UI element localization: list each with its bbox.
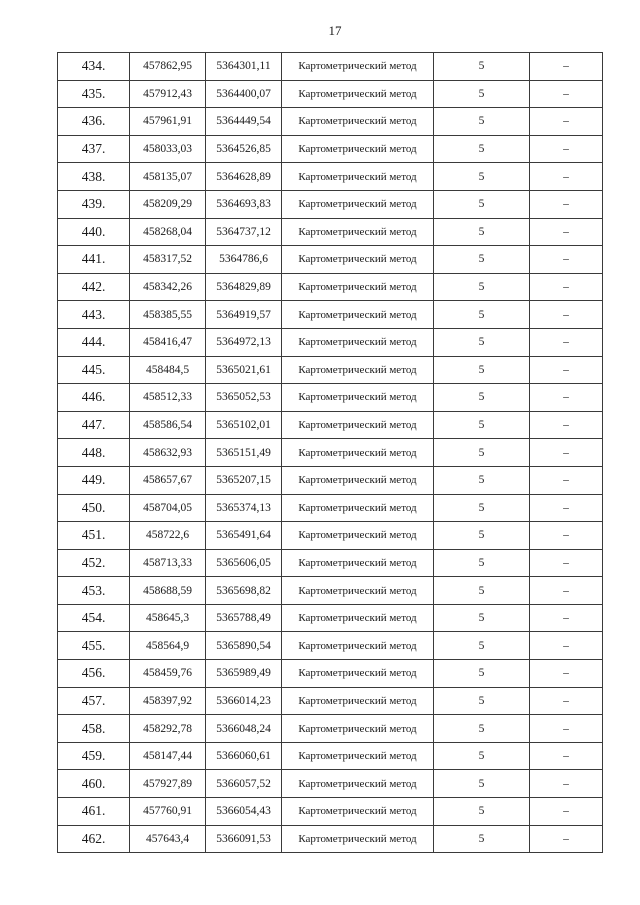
table-row bbox=[58, 494, 603, 522]
note-cell: – bbox=[530, 742, 603, 770]
point-number-cell: 447. bbox=[58, 411, 130, 439]
accuracy-cell: 5 bbox=[434, 273, 530, 301]
x-coordinate-cell: 458292,78 bbox=[130, 715, 206, 743]
y-coordinate-cell: 5365052,53 bbox=[206, 384, 282, 412]
accuracy-cell: 5 bbox=[434, 466, 530, 494]
x-coordinate-cell: 457961,91 bbox=[130, 108, 206, 136]
point-number-cell: 462. bbox=[58, 825, 130, 853]
table-row bbox=[58, 328, 603, 356]
point-number-cell: 435. bbox=[58, 80, 130, 108]
note-cell: – bbox=[530, 439, 603, 467]
note-cell: – bbox=[530, 80, 603, 108]
point-number-cell: 461. bbox=[58, 798, 130, 826]
point-number-cell: 452. bbox=[58, 549, 130, 577]
note-cell: – bbox=[530, 522, 603, 550]
table-row bbox=[58, 384, 603, 412]
table-row bbox=[58, 825, 603, 853]
accuracy-cell: 5 bbox=[434, 522, 530, 550]
x-coordinate-cell: 458704,05 bbox=[130, 494, 206, 522]
x-coordinate-cell: 458416,47 bbox=[130, 328, 206, 356]
x-coordinate-cell: 458033,03 bbox=[130, 135, 206, 163]
accuracy-cell: 5 bbox=[434, 218, 530, 246]
point-number-cell: 448. bbox=[58, 439, 130, 467]
point-number-cell: 450. bbox=[58, 494, 130, 522]
note-cell: – bbox=[530, 328, 603, 356]
table-row bbox=[58, 687, 603, 715]
method-cell: Картометрический метод bbox=[282, 798, 434, 826]
note-cell: – bbox=[530, 494, 603, 522]
point-number-cell: 451. bbox=[58, 522, 130, 550]
table-row bbox=[58, 218, 603, 246]
x-coordinate-cell: 458135,07 bbox=[130, 163, 206, 191]
x-coordinate-cell: 458512,33 bbox=[130, 384, 206, 412]
table-row bbox=[58, 301, 603, 329]
method-cell: Картометрический метод bbox=[282, 80, 434, 108]
x-coordinate-cell: 457912,43 bbox=[130, 80, 206, 108]
table-row bbox=[58, 715, 603, 743]
y-coordinate-cell: 5365606,05 bbox=[206, 549, 282, 577]
table-row bbox=[58, 632, 603, 660]
note-cell: – bbox=[530, 687, 603, 715]
point-number-cell: 457. bbox=[58, 687, 130, 715]
accuracy-cell: 5 bbox=[434, 190, 530, 218]
accuracy-cell: 5 bbox=[434, 439, 530, 467]
x-coordinate-cell: 458564,9 bbox=[130, 632, 206, 660]
accuracy-cell: 5 bbox=[434, 108, 530, 136]
point-number-cell: 445. bbox=[58, 356, 130, 384]
note-cell: – bbox=[530, 632, 603, 660]
table-row bbox=[58, 273, 603, 301]
method-cell: Картометрический метод bbox=[282, 273, 434, 301]
table-row bbox=[58, 770, 603, 798]
y-coordinate-cell: 5365207,15 bbox=[206, 466, 282, 494]
method-cell: Картометрический метод bbox=[282, 411, 434, 439]
x-coordinate-cell: 458645,3 bbox=[130, 604, 206, 632]
table-row bbox=[58, 53, 603, 81]
y-coordinate-cell: 5366054,43 bbox=[206, 798, 282, 826]
note-cell: – bbox=[530, 384, 603, 412]
x-coordinate-cell: 457862,95 bbox=[130, 53, 206, 81]
method-cell: Картометрический метод bbox=[282, 687, 434, 715]
table-row bbox=[58, 549, 603, 577]
y-coordinate-cell: 5366060,61 bbox=[206, 742, 282, 770]
point-number-cell: 436. bbox=[58, 108, 130, 136]
y-coordinate-cell: 5364829,89 bbox=[206, 273, 282, 301]
note-cell: – bbox=[530, 715, 603, 743]
table-row bbox=[58, 522, 603, 550]
x-coordinate-cell: 458632,93 bbox=[130, 439, 206, 467]
y-coordinate-cell: 5364526,85 bbox=[206, 135, 282, 163]
table-row bbox=[58, 798, 603, 826]
x-coordinate-cell: 458688,59 bbox=[130, 577, 206, 605]
point-number-cell: 442. bbox=[58, 273, 130, 301]
x-coordinate-cell: 457643,4 bbox=[130, 825, 206, 853]
note-cell: – bbox=[530, 770, 603, 798]
method-cell: Картометрический метод bbox=[282, 301, 434, 329]
point-number-cell: 444. bbox=[58, 328, 130, 356]
y-coordinate-cell: 5365151,49 bbox=[206, 439, 282, 467]
point-number-cell: 460. bbox=[58, 770, 130, 798]
table-row bbox=[58, 190, 603, 218]
method-cell: Картометрический метод bbox=[282, 384, 434, 412]
accuracy-cell: 5 bbox=[434, 825, 530, 853]
method-cell: Картометрический метод bbox=[282, 108, 434, 136]
accuracy-cell: 5 bbox=[434, 163, 530, 191]
note-cell: – bbox=[530, 218, 603, 246]
y-coordinate-cell: 5364301,11 bbox=[206, 53, 282, 81]
y-coordinate-cell: 5366091,53 bbox=[206, 825, 282, 853]
y-coordinate-cell: 5365788,49 bbox=[206, 604, 282, 632]
point-number-cell: 439. bbox=[58, 190, 130, 218]
x-coordinate-cell: 458397,92 bbox=[130, 687, 206, 715]
point-number-cell: 456. bbox=[58, 660, 130, 688]
point-number-cell: 440. bbox=[58, 218, 130, 246]
accuracy-cell: 5 bbox=[434, 770, 530, 798]
table-row bbox=[58, 135, 603, 163]
table-row bbox=[58, 577, 603, 605]
note-cell: – bbox=[530, 411, 603, 439]
point-number-cell: 454. bbox=[58, 604, 130, 632]
method-cell: Картометрический метод bbox=[282, 135, 434, 163]
point-number-cell: 434. bbox=[58, 53, 130, 81]
accuracy-cell: 5 bbox=[434, 577, 530, 605]
y-coordinate-cell: 5364972,13 bbox=[206, 328, 282, 356]
method-cell: Картометрический метод bbox=[282, 190, 434, 218]
method-cell: Картометрический метод bbox=[282, 494, 434, 522]
y-coordinate-cell: 5365698,82 bbox=[206, 577, 282, 605]
accuracy-cell: 5 bbox=[434, 301, 530, 329]
y-coordinate-cell: 5365021,61 bbox=[206, 356, 282, 384]
note-cell: – bbox=[530, 356, 603, 384]
note-cell: – bbox=[530, 273, 603, 301]
y-coordinate-cell: 5366048,24 bbox=[206, 715, 282, 743]
y-coordinate-cell: 5364449,54 bbox=[206, 108, 282, 136]
x-coordinate-cell: 458268,04 bbox=[130, 218, 206, 246]
x-coordinate-cell: 458484,5 bbox=[130, 356, 206, 384]
accuracy-cell: 5 bbox=[434, 798, 530, 826]
note-cell: – bbox=[530, 135, 603, 163]
table-row bbox=[58, 163, 603, 191]
note-cell: – bbox=[530, 466, 603, 494]
point-number-cell: 446. bbox=[58, 384, 130, 412]
accuracy-cell: 5 bbox=[434, 135, 530, 163]
note-cell: – bbox=[530, 53, 603, 81]
point-number-cell: 437. bbox=[58, 135, 130, 163]
x-coordinate-cell: 458317,52 bbox=[130, 246, 206, 274]
point-number-cell: 438. bbox=[58, 163, 130, 191]
point-number-cell: 458. bbox=[58, 715, 130, 743]
method-cell: Картометрический метод bbox=[282, 549, 434, 577]
method-cell: Картометрический метод bbox=[282, 218, 434, 246]
method-cell: Картометрический метод bbox=[282, 742, 434, 770]
y-coordinate-cell: 5365102,01 bbox=[206, 411, 282, 439]
x-coordinate-cell: 458385,55 bbox=[130, 301, 206, 329]
method-cell: Картометрический метод bbox=[282, 660, 434, 688]
y-coordinate-cell: 5364919,57 bbox=[206, 301, 282, 329]
table-row bbox=[58, 108, 603, 136]
accuracy-cell: 5 bbox=[434, 632, 530, 660]
y-coordinate-cell: 5365374,13 bbox=[206, 494, 282, 522]
table-row bbox=[58, 411, 603, 439]
coordinates-table bbox=[57, 52, 603, 853]
method-cell: Картометрический метод bbox=[282, 604, 434, 632]
point-number-cell: 459. bbox=[58, 742, 130, 770]
x-coordinate-cell: 458722,6 bbox=[130, 522, 206, 550]
accuracy-cell: 5 bbox=[434, 246, 530, 274]
accuracy-cell: 5 bbox=[434, 384, 530, 412]
accuracy-cell: 5 bbox=[434, 328, 530, 356]
y-coordinate-cell: 5365890,54 bbox=[206, 632, 282, 660]
accuracy-cell: 5 bbox=[434, 742, 530, 770]
y-coordinate-cell: 5366014,23 bbox=[206, 687, 282, 715]
table-row bbox=[58, 356, 603, 384]
table-row bbox=[58, 80, 603, 108]
y-coordinate-cell: 5364400,07 bbox=[206, 80, 282, 108]
y-coordinate-cell: 5365491,64 bbox=[206, 522, 282, 550]
accuracy-cell: 5 bbox=[434, 80, 530, 108]
x-coordinate-cell: 457760,91 bbox=[130, 798, 206, 826]
accuracy-cell: 5 bbox=[434, 660, 530, 688]
accuracy-cell: 5 bbox=[434, 53, 530, 81]
note-cell: – bbox=[530, 163, 603, 191]
x-coordinate-cell: 458342,26 bbox=[130, 273, 206, 301]
table-row bbox=[58, 466, 603, 494]
accuracy-cell: 5 bbox=[434, 494, 530, 522]
method-cell: Картометрический метод bbox=[282, 632, 434, 660]
accuracy-cell: 5 bbox=[434, 687, 530, 715]
method-cell: Картометрический метод bbox=[282, 328, 434, 356]
y-coordinate-cell: 5364737,12 bbox=[206, 218, 282, 246]
table-row bbox=[58, 742, 603, 770]
point-number-cell: 443. bbox=[58, 301, 130, 329]
coordinates-table-body bbox=[58, 53, 603, 853]
note-cell: – bbox=[530, 190, 603, 218]
method-cell: Картометрический метод bbox=[282, 53, 434, 81]
note-cell: – bbox=[530, 798, 603, 826]
accuracy-cell: 5 bbox=[434, 715, 530, 743]
y-coordinate-cell: 5364786,6 bbox=[206, 246, 282, 274]
method-cell: Картометрический метод bbox=[282, 577, 434, 605]
table-row bbox=[58, 246, 603, 274]
note-cell: – bbox=[530, 604, 603, 632]
method-cell: Картометрический метод bbox=[282, 715, 434, 743]
page-number: 17 bbox=[328, 23, 342, 38]
method-cell: Картометрический метод bbox=[282, 770, 434, 798]
y-coordinate-cell: 5364628,89 bbox=[206, 163, 282, 191]
x-coordinate-cell: 458147,44 bbox=[130, 742, 206, 770]
note-cell: – bbox=[530, 660, 603, 688]
x-coordinate-cell: 458459,76 bbox=[130, 660, 206, 688]
method-cell: Картометрический метод bbox=[282, 466, 434, 494]
method-cell: Картометрический метод bbox=[282, 825, 434, 853]
note-cell: – bbox=[530, 108, 603, 136]
method-cell: Картометрический метод bbox=[282, 439, 434, 467]
method-cell: Картометрический метод bbox=[282, 163, 434, 191]
x-coordinate-cell: 458586,54 bbox=[130, 411, 206, 439]
note-cell: – bbox=[530, 549, 603, 577]
x-coordinate-cell: 457927,89 bbox=[130, 770, 206, 798]
note-cell: – bbox=[530, 577, 603, 605]
table-row bbox=[58, 439, 603, 467]
x-coordinate-cell: 458713,33 bbox=[130, 549, 206, 577]
accuracy-cell: 5 bbox=[434, 549, 530, 577]
note-cell: – bbox=[530, 246, 603, 274]
accuracy-cell: 5 bbox=[434, 411, 530, 439]
y-coordinate-cell: 5365989,49 bbox=[206, 660, 282, 688]
y-coordinate-cell: 5364693,83 bbox=[206, 190, 282, 218]
point-number-cell: 453. bbox=[58, 577, 130, 605]
x-coordinate-cell: 458209,29 bbox=[130, 190, 206, 218]
y-coordinate-cell: 5366057,52 bbox=[206, 770, 282, 798]
point-number-cell: 441. bbox=[58, 246, 130, 274]
note-cell: – bbox=[530, 301, 603, 329]
method-cell: Картометрический метод bbox=[282, 246, 434, 274]
note-cell: – bbox=[530, 825, 603, 853]
point-number-cell: 449. bbox=[58, 466, 130, 494]
accuracy-cell: 5 bbox=[434, 356, 530, 384]
method-cell: Картометрический метод bbox=[282, 522, 434, 550]
table-row bbox=[58, 604, 603, 632]
x-coordinate-cell: 458657,67 bbox=[130, 466, 206, 494]
point-number-cell: 455. bbox=[58, 632, 130, 660]
accuracy-cell: 5 bbox=[434, 604, 530, 632]
method-cell: Картометрический метод bbox=[282, 356, 434, 384]
table-row bbox=[58, 660, 603, 688]
